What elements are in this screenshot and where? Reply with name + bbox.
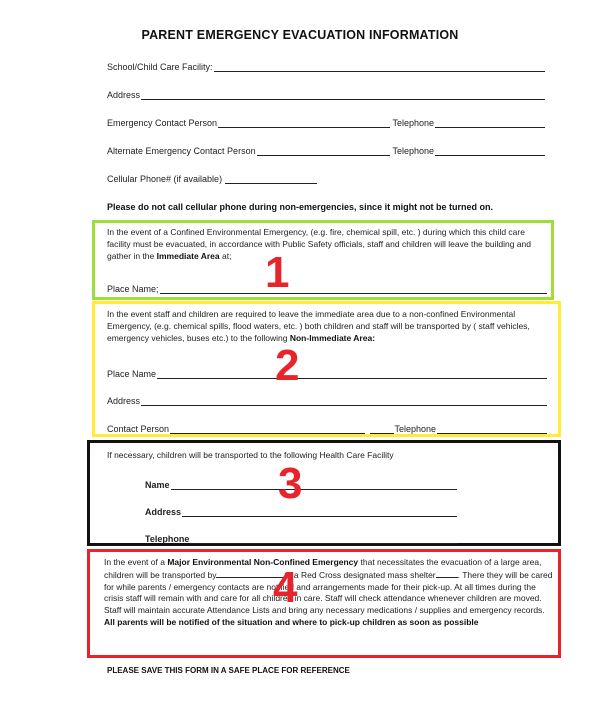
contact-2-field[interactable] [107,420,547,434]
section-4-text-3: to a Red Cross designated mass shelter [284,569,436,580]
shelter-blank[interactable] [436,569,458,578]
contact-label: Emergency Contact Person [107,118,218,128]
place-name-2-blank[interactable] [157,369,547,379]
cell-warning: Please do not call cellular phone during non-emergencies, since it might not be turned on. [107,202,494,212]
contact-2-blank-short[interactable] [370,424,394,434]
address-blank[interactable] [141,90,545,100]
alt-telephone-blank[interactable] [435,146,545,156]
section-2-text [107,309,553,344]
address-field[interactable] [107,86,545,100]
hc-address-blank[interactable] [182,507,457,517]
section-3-number: 3 [278,459,303,508]
place-name-1-blank[interactable] [160,284,547,294]
hc-name-label: Name [145,480,170,490]
contact-field[interactable] [107,114,545,128]
pickup-notice: All parents will be notified of the situation and where to pick-up children as soon as possible [104,616,479,627]
hc-telephone-field[interactable] [145,530,457,544]
section-4-text-2: that necessitates the evacuation of a large area, children will be transported by [104,557,542,580]
section-1-text [107,227,547,262]
telephone-2-blank[interactable] [437,424,547,434]
contact-2-label: Contact Person [107,424,170,434]
section-1-number: 1 [265,248,290,297]
alt-contact-label: Alternate Emergency Contact Person [107,146,256,156]
telephone-2-label: Telephone [394,424,436,434]
contact-blank[interactable] [218,118,390,128]
hc-telephone-label: Telephone [145,534,190,544]
address-2-label: Address [107,396,141,406]
cell-label: Cellular Phone# (if available) [107,174,223,184]
section-2-text-a: In the event staff and children are required to leave the immediate area due to a non-confined Environmental Emergency, (e.g. chemical spills, flood waters, etc. ) both children and staff will be transported by ( staff vehicles, emergency vehicles, buses etc.) to the following [107,309,530,343]
place-name-1-field[interactable] [107,280,547,294]
non-immediate-area-label: Non-Immediate Area: [289,332,376,343]
telephone-blank[interactable] [435,118,545,128]
contact-2-blank[interactable] [170,424,365,434]
section-1-text-b: at; [219,250,232,261]
section-2-number: 2 [275,341,300,390]
facility-blank[interactable] [214,62,545,72]
place-name-2-label: Place Name [107,369,157,379]
hc-name-blank[interactable] [171,480,457,490]
facility-field[interactable] [107,58,545,72]
save-form-note: PLEASE SAVE THIS FORM IN A SAFE PLACE FOR REFERENCE [107,666,350,675]
place-name-2-field[interactable] [107,365,547,379]
cell-field[interactable] [107,170,317,184]
hc-address-label: Address [145,507,182,517]
major-emergency-label: Major Environmental Non-Confined Emergency [167,557,359,567]
address-2-field[interactable] [107,392,547,406]
section-3-intro: If necessary, children will be transported to the following Health Care Facility [107,450,394,460]
section-4-text-4: . There they will be cared for while parents / emergency contacts are notified and arrangements made for their pick-up. At all times during the crisis staff will remain with and care for all children in care. Staff will check attendance whenever children are moved. Staff will maintain accurate Attendance Lists and bring any necessary medications / supplies and emergency records. [104,569,553,616]
alt-contact-field[interactable] [107,142,545,156]
facility-label: School/Child Care Facility: [107,62,213,72]
address-2-blank[interactable] [141,396,547,406]
hc-telephone-blank[interactable] [190,534,457,544]
section-1-text-a: In the event of a Confined Environmental Emergency, (e.g. fire, chemical spill, etc. ) during which this child care facility must be evacuated, in accordance with Public Safety officials, staff and children will leave the building and gather in the [107,227,531,261]
telephone-label: Telephone [392,118,434,128]
form-title: PARENT EMERGENCY EVACUATION INFORMATION [141,28,459,42]
section-4-text [104,557,554,629]
alt-contact-blank[interactable] [257,146,391,156]
section-4-text-1: In the event of a [104,557,168,567]
immediate-area-label: Immediate Area [156,250,220,261]
section-4-number: 4 [273,563,298,612]
place-name-1-label: Place Name; [107,284,159,294]
alt-telephone-label: Telephone [392,146,434,156]
address-label: Address [107,90,141,100]
cell-blank[interactable] [225,174,317,184]
